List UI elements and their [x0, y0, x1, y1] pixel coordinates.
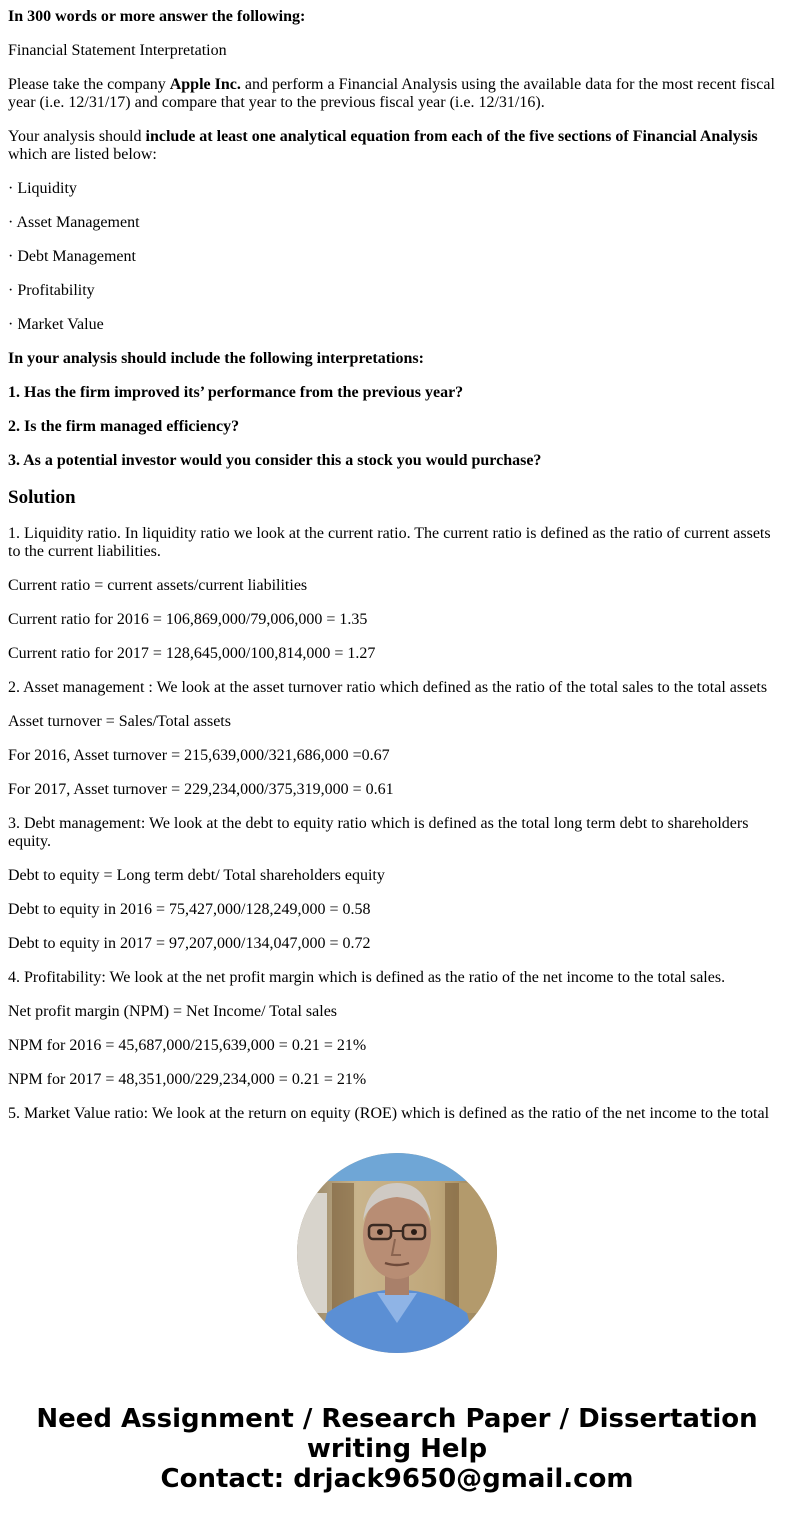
solution-paragraph: NPM for 2016 = 45,687,000/215,639,000 = 0.21 = 21% [8, 1037, 367, 1054]
promo-banner [0, 1404, 794, 1494]
question-item: 1. Has the firm improved its’ performance from the previous year? [8, 384, 464, 401]
promo-contact: Contact: drjack9650@gmail.com [160, 1464, 634, 1494]
question-prompt: In 300 words or more answer the following: [8, 8, 306, 25]
section-item: · Debt Management [8, 248, 136, 265]
solution-paragraph: Current ratio = current assets/current liabilities [8, 577, 308, 594]
question-item: 3. As a potential investor would you consider this a stock you would purchase? [8, 452, 542, 469]
solution-paragraph: Debt to equity in 2017 = 97,207,000/134,047,000 = 0.72 [8, 935, 371, 952]
section-item: · Asset Management [8, 214, 140, 231]
solution-paragraph: Asset turnover = Sales/Total assets [8, 713, 231, 730]
solution-paragraph: 3. Debt management: We look at the debt to equity ratio which is defined as the total long term debt to shareholders equity. [8, 815, 749, 850]
company-name: Apple Inc. [169, 76, 241, 93]
question-intro: Please take the company Apple Inc. and perform a Financial Analysis using the available data for the most recent fiscal year (i.e. 12/31/17) and compare that year to the previous fiscal year (i.e. 12/31/16). [8, 76, 775, 111]
solution-paragraph: 4. Profitability: We look at the net profit margin which is defined as the ratio of the net income to the total sales. [8, 969, 726, 986]
solution-paragraph: 2. Asset management : We look at the asset turnover ratio which defined as the ratio of the total sales to the total assets [8, 679, 768, 696]
solution-paragraph: For 2017, Asset turnover = 229,234,000/375,319,000 = 0.61 [8, 781, 394, 798]
question-topic: Financial Statement Interpretation [8, 42, 227, 59]
solution-paragraph: Current ratio for 2017 = 128,645,000/100,814,000 = 1.27 [8, 645, 376, 662]
solution-paragraph: 5. Market Value ratio: We look at the return on equity (ROE) which is defined as the ratio of the net income to the total [8, 1105, 770, 1122]
solution-paragraph: For 2016, Asset turnover = 215,639,000/321,686,000 =0.67 [8, 747, 390, 764]
section-item: · Liquidity [8, 180, 77, 197]
section-item: · Profitability [8, 282, 95, 299]
promo-line: Need Assignment / Research Paper / Dissertation [36, 1404, 758, 1434]
solution-heading: Solution [8, 487, 76, 508]
document-body [8, 0, 786, 1124]
solution-paragraph: Debt to equity in 2016 = 75,427,000/128,249,000 = 0.58 [8, 901, 371, 918]
avatar [297, 1153, 497, 1353]
promo-line: writing Help [306, 1434, 488, 1464]
solution-paragraph: Net profit margin (NPM) = Net Income/ Total sales [8, 1003, 338, 1020]
solution-paragraph: Debt to equity = Long term debt/ Total shareholders equity [8, 867, 385, 884]
section-item: · Market Value [8, 316, 104, 333]
solution-paragraph: 1. Liquidity ratio. In liquidity ratio we look at the current ratio. The current ratio is defined as the ratio of current assets to the current liabilities. [8, 525, 771, 560]
person-portrait-icon [297, 1153, 497, 1353]
question-analysis: Your analysis should include at least one analytical equation from each of the five sections of Financial Analysis which are listed below: [8, 128, 758, 163]
solution-paragraph: NPM for 2017 = 48,351,000/229,234,000 = 0.21 = 21% [8, 1071, 367, 1088]
solution-paragraph: Current ratio for 2016 = 106,869,000/79,006,000 = 1.35 [8, 611, 368, 628]
interpretations-heading: In your analysis should include the following interpretations: [8, 350, 424, 367]
question-item: 2. Is the firm managed efficiency? [8, 418, 240, 435]
